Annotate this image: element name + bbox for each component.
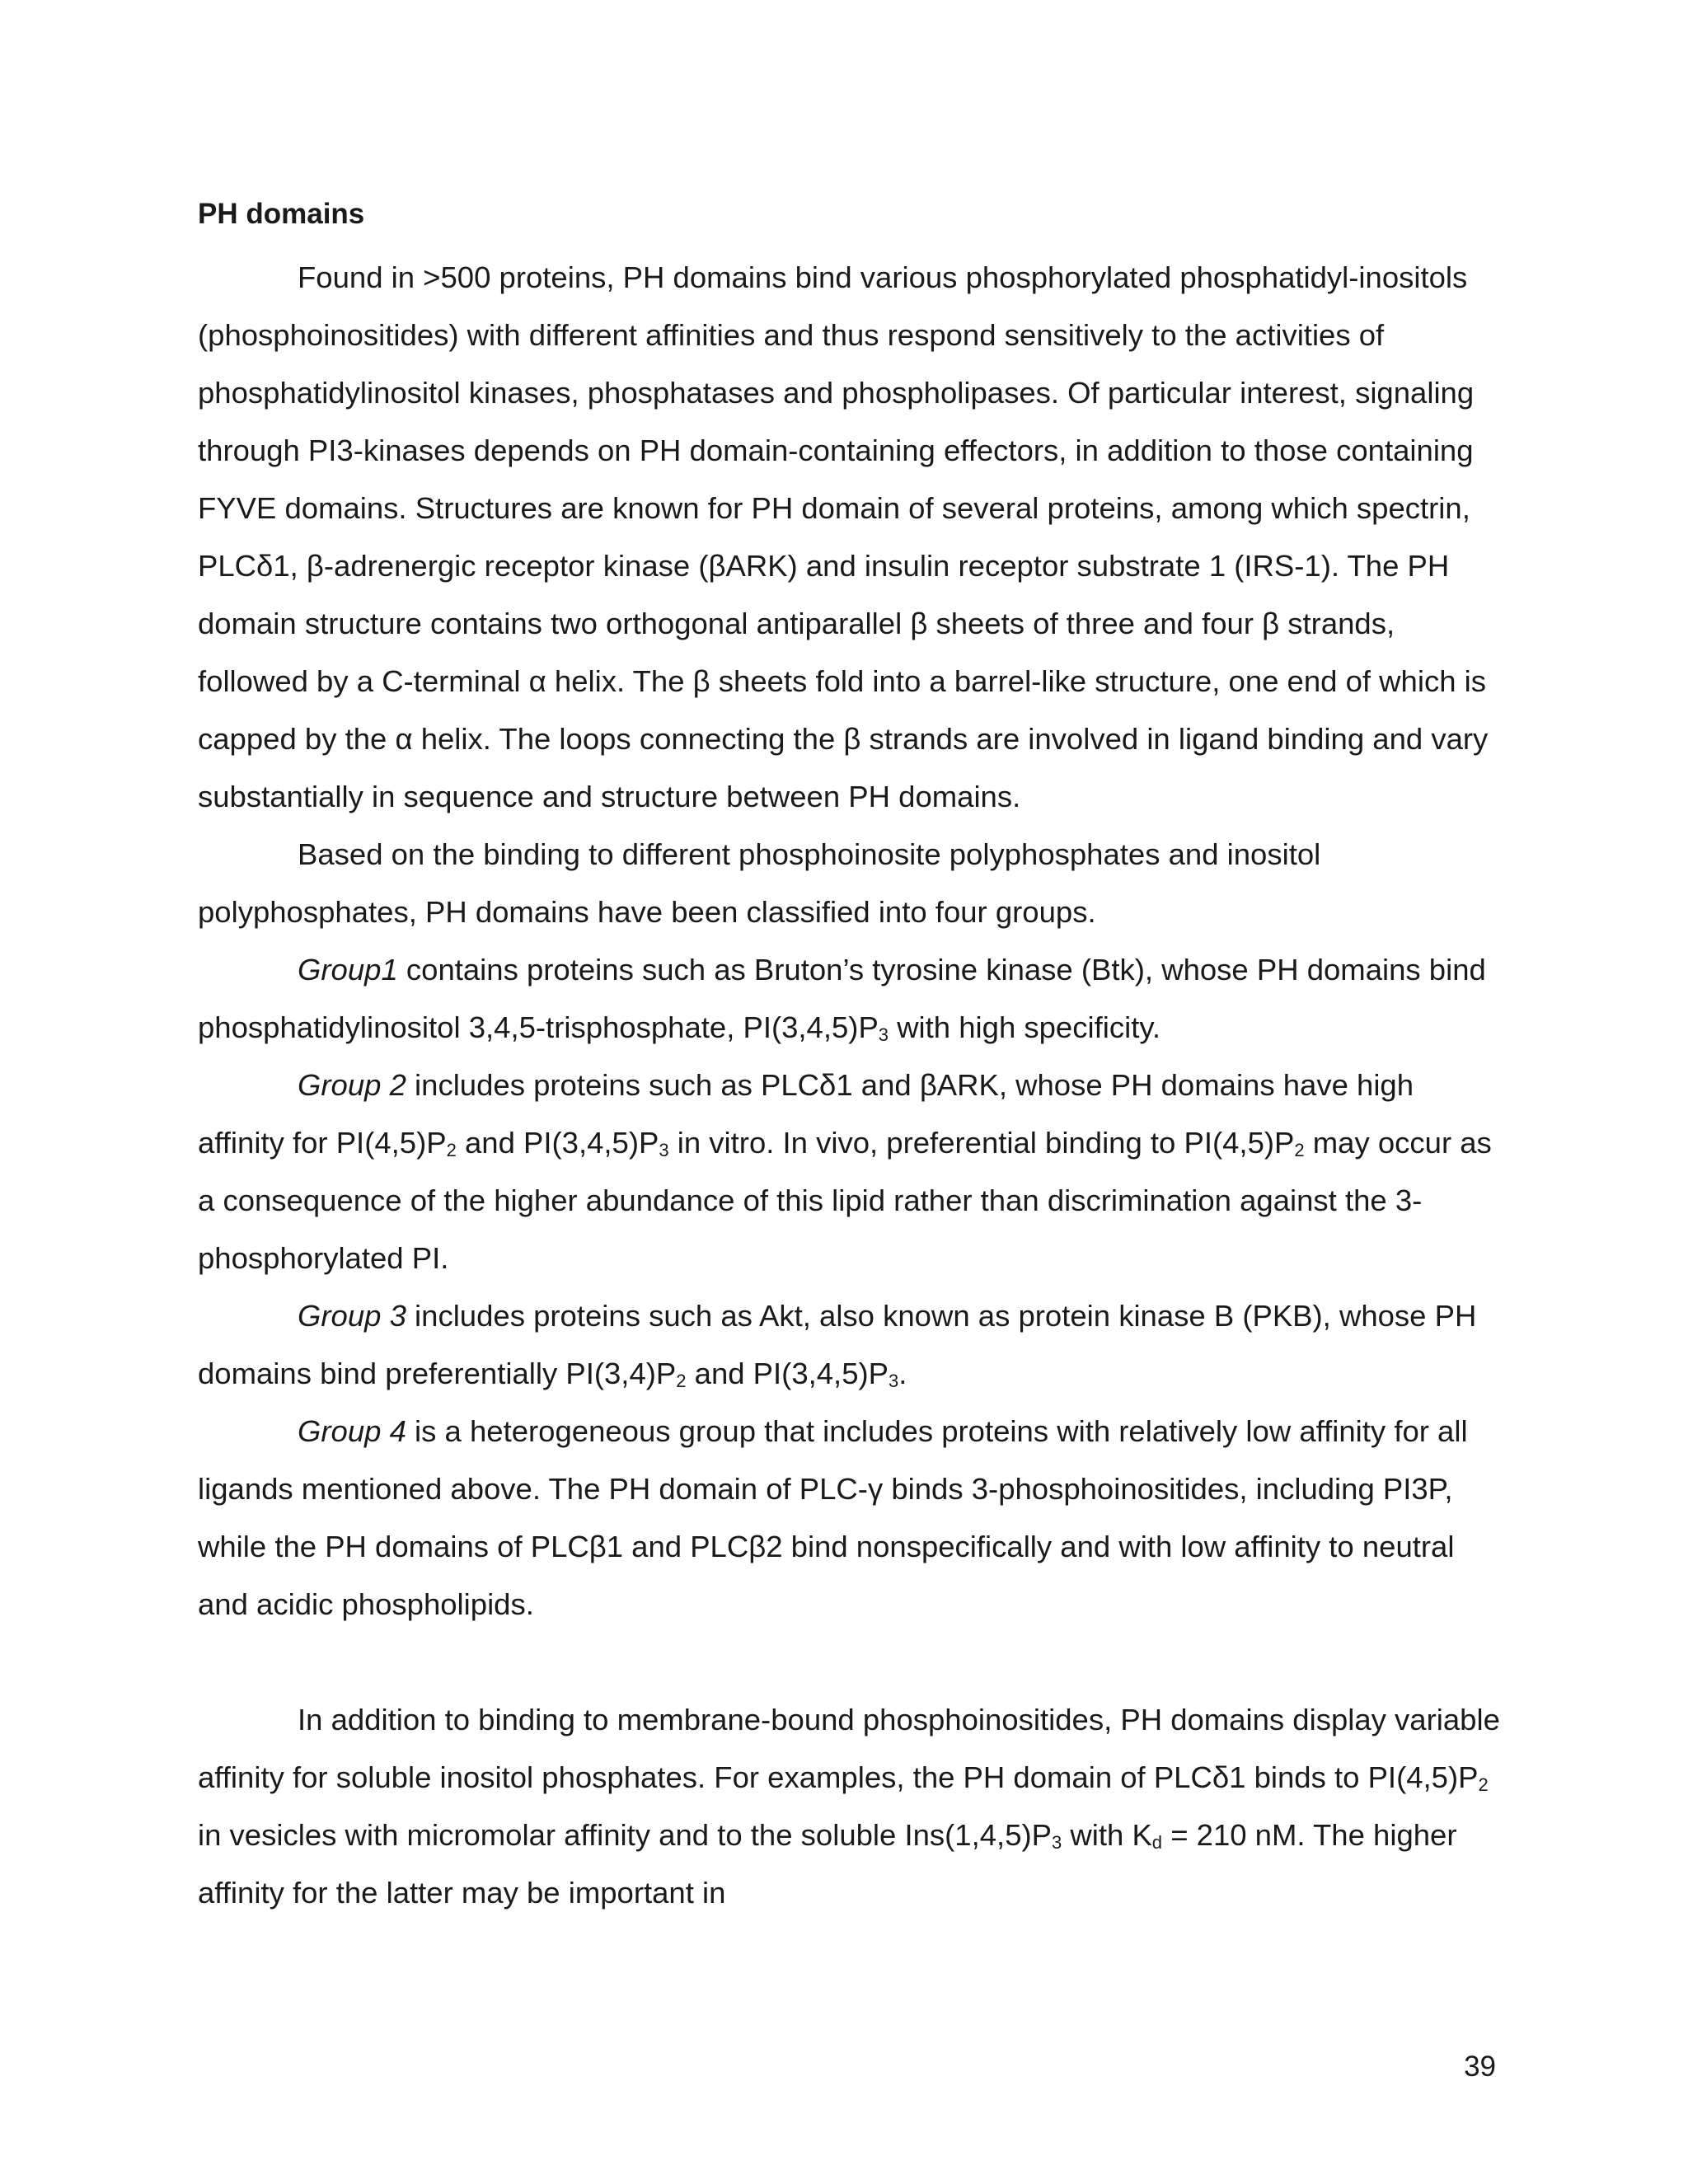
paragraph-intro [198,249,1500,826]
paragraph-soluble-inositol [198,1691,1500,1922]
text: may occur as a consequence of the higher abundance of this lipid rather than discrimination against the 3-phosphorylated PI. [198,1126,1492,1275]
text: In addition to binding to membrane-bound phosphoinositides, PH domains display variable affinity for soluble inositol phosphates. For examples, the PH domain of PLCδ1 binds to PI(4,5)P [198,1703,1500,1794]
subscript: 3 [659,1140,669,1160]
group-label: Group1 [298,953,398,987]
subscript: 3 [1052,1832,1062,1853]
subscript: 3 [878,1024,889,1045]
paragraph-group-3 [198,1287,1500,1403]
subscript: d [1151,1832,1163,1853]
paragraph-gap [198,1633,1500,1691]
subscript: 2 [446,1140,457,1160]
text: = 210 nM. The higher affinity for the latter may be important in [198,1818,1457,1910]
page-number: 39 [1464,2050,1496,2083]
paragraph-group-2 [198,1057,1500,1287]
group-label: Group 4 [298,1414,406,1448]
text: and PI(3,4,5)P [686,1357,889,1390]
group-label: Group 2 [298,1068,406,1102]
text: in vitro. In vivo, preferential binding to PI(4,5)P [668,1126,1295,1160]
text: . [898,1357,907,1390]
text: Based on the binding to different phosphoinosite polyphosphates and inositol polyphosphates, PH domains have been classified into four groups. [198,837,1321,929]
text: contains proteins such as Bruton’s tyrosine kinase (Btk), whose PH domains bind phosphatidylinositol 3,4,5-trisphosphate, PI(3,4,5)P [198,953,1486,1044]
text: is a heterogeneous group that includes proteins with relatively low affinity for all ligands mentioned above. The PH domain of PLC-γ binds 3-phosphoinositides, including PI3P, while the PH domains of PLCβ1 and PLCβ2 bind nonspecifically and with low affinity to neutral and acidic phospholipids. [198,1414,1468,1621]
paragraph-group-1 [198,941,1500,1057]
document-page [198,198,1500,1922]
text: with K [1062,1818,1152,1852]
text: with high specificity. [889,1010,1161,1044]
paragraph-classification [198,826,1500,941]
paragraph-group-4 [198,1403,1500,1633]
text: includes proteins such as Akt, also known as protein kinase B (PKB), whose PH domains bind preferentially PI(3,4)P [198,1299,1477,1390]
text: in vesicles with micromolar affinity and to the soluble Ins(1,4,5)P [198,1818,1052,1852]
group-label: Group 3 [298,1299,406,1333]
text: includes proteins such as PLCδ1 and βARK, whose PH domains have high affinity for PI(4,5)P [198,1068,1414,1160]
section-heading: PH domains [198,198,365,230]
subscript: 2 [1478,1774,1489,1795]
text: Found in >500 proteins, PH domains bind various phosphorylated phosphatidyl-inositols (phosphoinositides) with different affinities and thus respond sensitively to the activities of phosphatidylinositol kinases, phosphatases and phospholipases. Of particular interest, signaling through PI3-kinases depends on PH domain-containing effectors, in addition to those containing FYVE domains. Structures are known for PH domain of several proteins, among which spectrin, PLCδ1, β-adrenergic receptor kinase (βARK) and insulin receptor substrate 1 (IRS-1). The PH domain structure contains two orthogonal antiparallel β sheets of three and four β strands, followed by a C-terminal α helix. The β sheets fold into a barrel-like structure, one end of which is capped by the α helix. The loops connecting the β strands are involved in ligand binding and vary substantially in sequence and structure between PH domains. [198,260,1489,813]
subscript: 2 [676,1371,687,1391]
text: and PI(3,4,5)P [456,1126,659,1160]
subscript: 3 [889,1371,899,1391]
subscript: 2 [1294,1140,1305,1160]
